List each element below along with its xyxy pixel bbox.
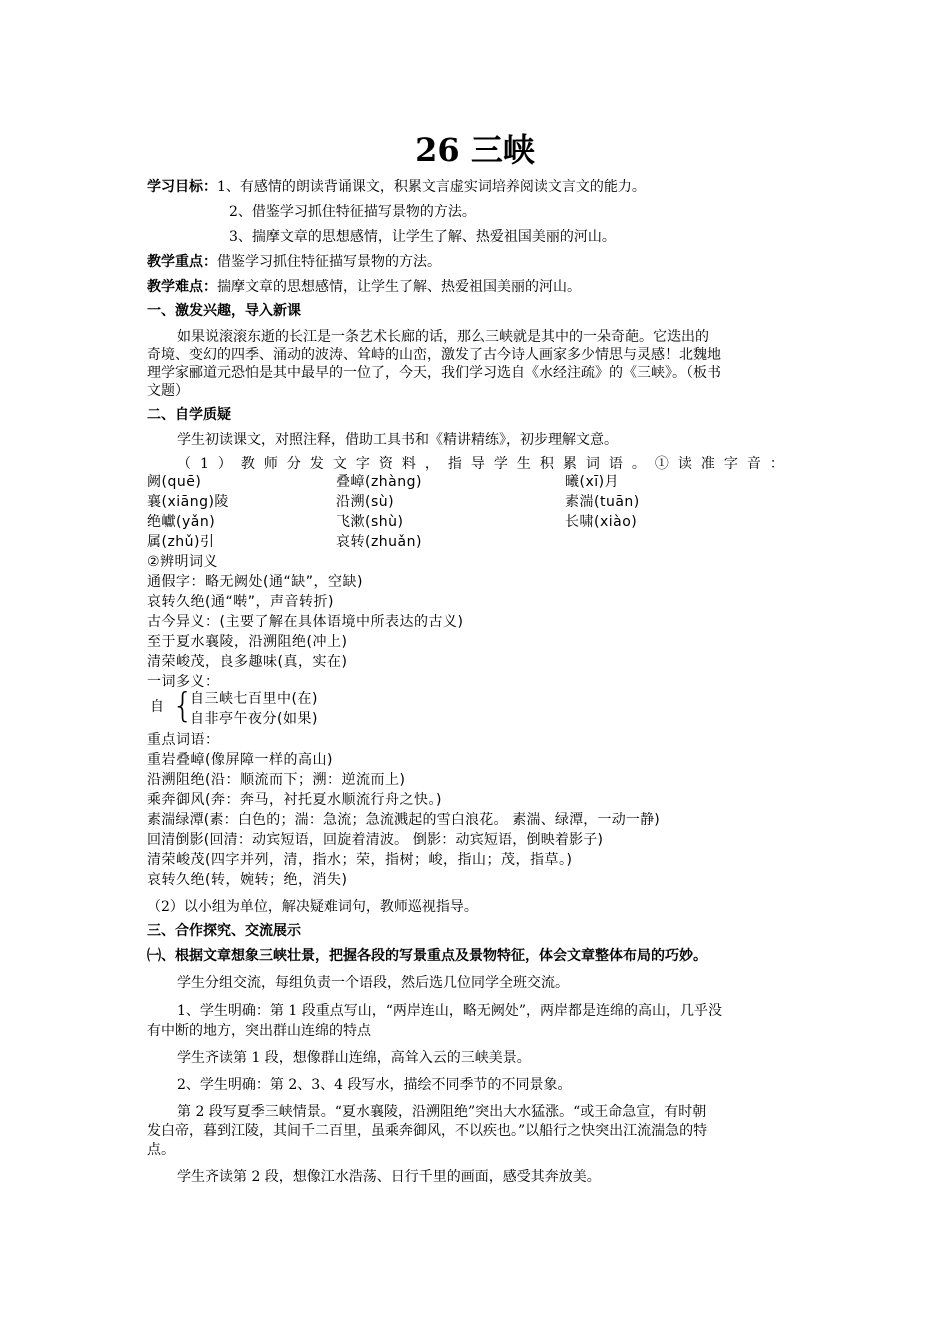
s3-para-6: 学生齐读第 2 段，想像江水浩荡、日行千里的画面，感受其奔放美。: [177, 1169, 601, 1185]
section-3-subheading: ㈠、根据文章想象三峡壮景，把握各段的写景重点及景物特征，体会文章整体布局的巧妙。: [147, 948, 707, 964]
s3-para-4: 2、学生明确：第 2、3、4 段写水，描绘不同季节的不同景象。: [177, 1077, 572, 1093]
zhongdian-label: 重点词语：: [147, 732, 220, 748]
s3-para-1: 学生分组交流，每组负责一个语段，然后选几位同学全班交流。: [177, 975, 569, 991]
zhongdian-5: 回清倒影(回清：动宾短语，回旋着清波。 倒影：动宾短语，倒映着影子): [147, 832, 604, 848]
pinyin-2-1: 襄(xiāng)陵: [147, 494, 229, 510]
pinyin-2-3: 素湍(tuān): [565, 494, 640, 510]
section-1-heading: 一、激发兴趣，导入新课: [147, 303, 301, 319]
zhongdian-3: 乘奔御风(奔：奔马，衬托夏水顺流行舟之快。): [147, 792, 442, 808]
goal-2: 2、借鉴学习抓住特征描写景物的方法。: [229, 204, 476, 220]
s3-para-3: 学生齐读第 1 段，想像群山连绵，高耸入云的三峡美景。: [177, 1050, 531, 1066]
pinyin-3-1: 绝巘(yǎn): [147, 514, 216, 530]
s3-para-2b: 有中断的地方，突出群山连绵的特点: [147, 1023, 371, 1039]
s1-para-line-4: 文题）: [147, 383, 189, 399]
pinyin-1-2: 叠嶂(zhàng): [336, 474, 422, 490]
s1-para-line-1: 如果说滚滚东逝的长江是一条艺术长廊的话，那么三峡就是其中的一朵奇葩。它迭出的: [177, 329, 709, 345]
s3-para-2a: 1、学生明确：第 1 段重点写山，“两岸连山，略无阙处”，两岸都是连绵的高山，几乎没: [177, 1003, 723, 1019]
s2-para-3: （2）以小组为单位，解决疑难词句，教师巡视指导。: [147, 899, 478, 915]
s3-para-5b: 发白帝，暮到江陵，其间千二百里，虽乘奔御风，不以疾也。”以船行之快突出江流湍急的特: [147, 1123, 708, 1139]
pinyin-2-2: 沿溯(sù): [336, 494, 395, 510]
tongjia-2: 哀转久绝(通“啭”，声音转折): [147, 594, 334, 610]
pinyin-4-1: 属(zhǔ)引: [147, 534, 215, 550]
pinyin-1-1: 阙(quē): [147, 474, 202, 490]
brace-symbol: {: [172, 686, 194, 726]
key-point-line: [147, 253, 441, 271]
difficulty-label: 教学难点：: [147, 279, 217, 295]
duoyi-char: 自: [150, 699, 165, 715]
zhongdian-1: 重岩叠嶂(像屏障一样的高山): [147, 752, 333, 768]
s1-para-line-3: 理学家郦道元恐怕是其中最早的一位了，今天，我们学习选自《水经注疏》的《三峡》。（板书: [147, 365, 721, 381]
pinyin-3-3: 长啸(xiào): [565, 514, 638, 530]
section-3-heading: 三、合作探究、交流展示: [147, 923, 301, 939]
zhongdian-7: 哀转久绝(转，婉转；绝，消失): [147, 872, 348, 888]
gujin-1: 至于夏水襄陵，沿溯阻绝(冲上): [147, 634, 348, 650]
gujin-label: 古今异义：(主要了解在具体语境中所表达的古义): [147, 614, 464, 630]
goal-1: 1、有感情的朗读背诵课文，积累文言虚实词培养阅读文言文的能力。: [217, 179, 646, 195]
goal-3: 3、揣摩文章的思想感情，让学生了解、热爱祖国美丽的河山。: [229, 229, 616, 245]
tongjia-1: 通假字：略无阙处(通“缺”，空缺): [147, 574, 363, 590]
zhongdian-6: 清荣峻茂(四字并列，清，指水；荣，指树；峻，指山；茂，指草。): [147, 852, 573, 868]
difficulty-line: [147, 278, 581, 296]
pinyin-1-3: 曦(xī)月: [565, 474, 620, 490]
pinyin-4-2: 哀转(zhuǎn): [336, 534, 422, 550]
s3-para-5a: 第 2 段写夏季三峡情景。“夏水襄陵，沿溯阻绝”突出大水猛涨。“或王命急宣，有时朝: [177, 1104, 707, 1120]
duoyi-1: 自三峡七百里中(在): [190, 691, 318, 707]
s1-para-line-2: 奇境、变幻的四季、涌动的波涛、耸峙的山峦，激发了古今诗人画家多少情思与灵感！北魏地: [147, 347, 721, 363]
s3-para-5c: 点。: [147, 1142, 175, 1158]
gujin-2: 清荣峻茂，良多趣味(真，实在): [147, 654, 348, 670]
duoyi-label: 一词多义：: [147, 674, 220, 690]
goal-line-1: [147, 178, 646, 196]
key-point-label: 教学重点：: [147, 254, 217, 270]
zhongdian-4: 素湍绿潭(素：白色的；湍：急流；急流溅起的雪白浪花。 素湍、绿潭，一动一静): [147, 812, 660, 828]
vocab-label: ②辨明词义: [147, 554, 219, 570]
s2-para-1: 学生初读课文，对照注释，借助工具书和《精讲精练》，初步理解文意。: [177, 432, 618, 448]
s2-para-2: （1）教师分发文字资料，指导学生积累词语。①读准字音：: [177, 456, 793, 472]
duoyi-2: 自非亭午夜分(如果): [190, 711, 318, 727]
page-title: 26 三峡: [415, 131, 535, 169]
section-2-heading: 二、自学质疑: [147, 407, 231, 423]
difficulty-text: 揣摩文章的思想感情，让学生了解、热爱祖国美丽的河山。: [217, 279, 581, 295]
key-point-text: 借鉴学习抓住特征描写景物的方法。: [217, 254, 441, 270]
goals-label: 学习目标：: [147, 179, 217, 195]
pinyin-3-2: 飞漱(shù): [336, 514, 404, 530]
zhongdian-2: 沿溯阻绝(沿：顺流而下；溯：逆流而上): [147, 772, 406, 788]
